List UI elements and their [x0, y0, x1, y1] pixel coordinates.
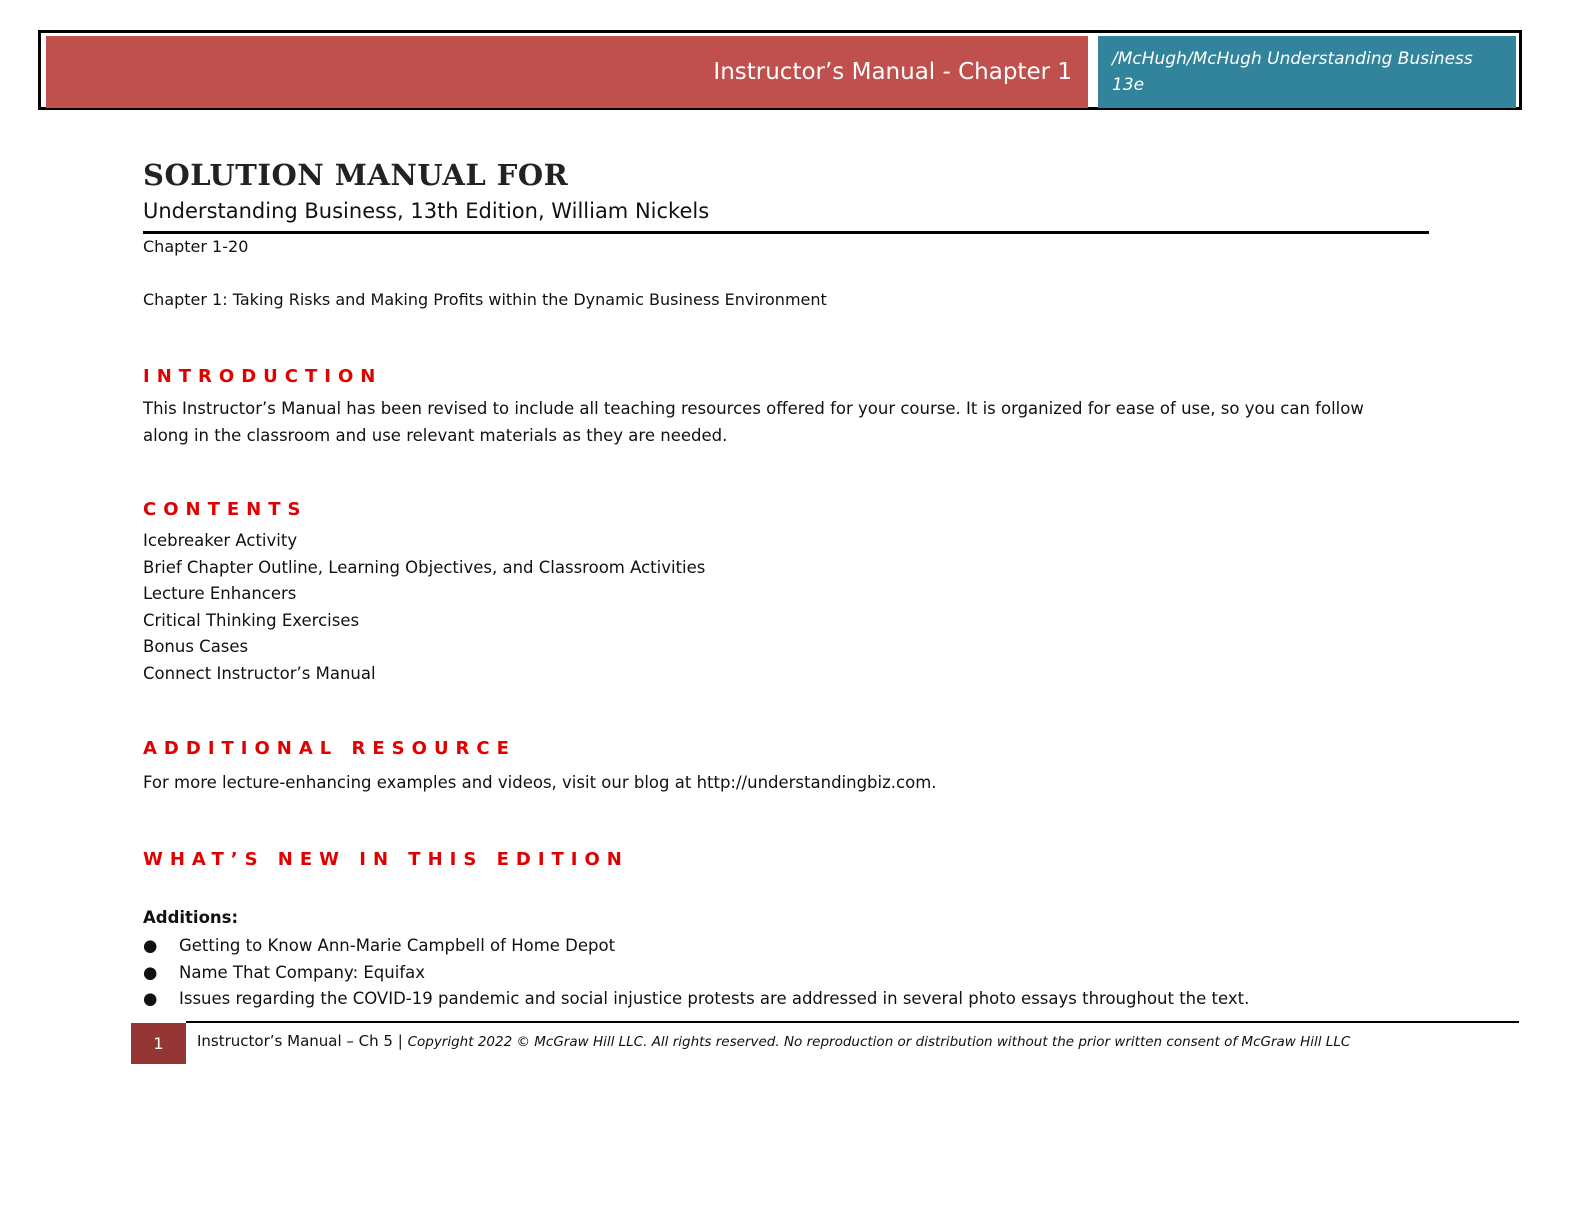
bullet-icon: ● — [143, 989, 158, 1008]
header-book-banner — [1098, 36, 1516, 108]
title-divider — [143, 231, 1429, 234]
additions-subheading: Additions: — [143, 908, 239, 927]
header-book-label: /McHugh/McHugh Understanding Business 13e — [1112, 49, 1473, 95]
list-item: Brief Chapter Outline, Learning Objectives, and Classroom Activities — [143, 557, 706, 577]
document-title: SOLUTION MANUAL FOR — [143, 158, 569, 192]
additional-resource-text: For more lecture-enhancing examples and videos, visit our blog at http://understandingbiz.com. — [143, 773, 937, 792]
footer-text — [197, 1032, 1350, 1050]
chapter-title: Chapter 1: Taking Risks and Making Profits within the Dynamic Business Environment — [143, 290, 827, 309]
list-item-text: Name That Company: Equifax — [179, 962, 426, 982]
list-item: Connect Instructor’s Manual — [143, 663, 376, 683]
list-item: Critical Thinking Exercises — [143, 610, 360, 630]
list-item: Bonus Cases — [143, 637, 249, 656]
bullet-icon: ● — [143, 962, 158, 982]
list-item — [143, 933, 1249, 960]
introduction-text: This Instructor’s Manual has been revised to include all teaching resources offered for your course. It is organized for ease of use, so you can follow along in the classroom and use relevant materials as they are needed. — [143, 399, 1364, 445]
additional-resource-heading: ADDITIONAL RESOURCE — [143, 738, 516, 759]
list-item-text: Issues regarding the COVID-19 pandemic and social injustice protests are addressed in several photo essays throughout the text. — [179, 989, 1250, 1008]
list-item — [143, 960, 1249, 987]
chapter-range: Chapter 1-20 — [143, 237, 249, 256]
bullet-icon: ● — [143, 936, 158, 955]
introduction-heading: INTRODUCTION — [143, 366, 383, 387]
header-chapter-banner — [46, 36, 1088, 108]
page-number: 1 — [131, 1023, 186, 1064]
whats-new-heading: WHAT’S NEW IN THIS EDITION — [143, 849, 629, 870]
contents-heading: CONTENTS — [143, 499, 308, 520]
footer-label: Instructor’s Manual – Ch 5 | — [197, 1032, 403, 1050]
footer-divider — [186, 1021, 1519, 1023]
document-subtitle: Understanding Business, 13th Edition, William Nickels — [143, 199, 710, 223]
list-item: Lecture Enhancers — [143, 584, 297, 603]
list-item-text: Getting to Know Ann-Marie Campbell of Home Depot — [179, 936, 616, 955]
list-item: Icebreaker Activity — [143, 531, 298, 550]
footer-copyright: Copyright 2022 © McGraw Hill LLC. All rights reserved. No reproduction or distribution without the prior written consent of McGraw Hill LLC — [407, 1034, 1351, 1050]
additions-list — [143, 933, 1249, 1013]
contents-list — [143, 528, 705, 687]
header-chapter-label: Instructor’s Manual - Chapter 1 — [713, 59, 1072, 85]
list-item — [143, 986, 1249, 1013]
